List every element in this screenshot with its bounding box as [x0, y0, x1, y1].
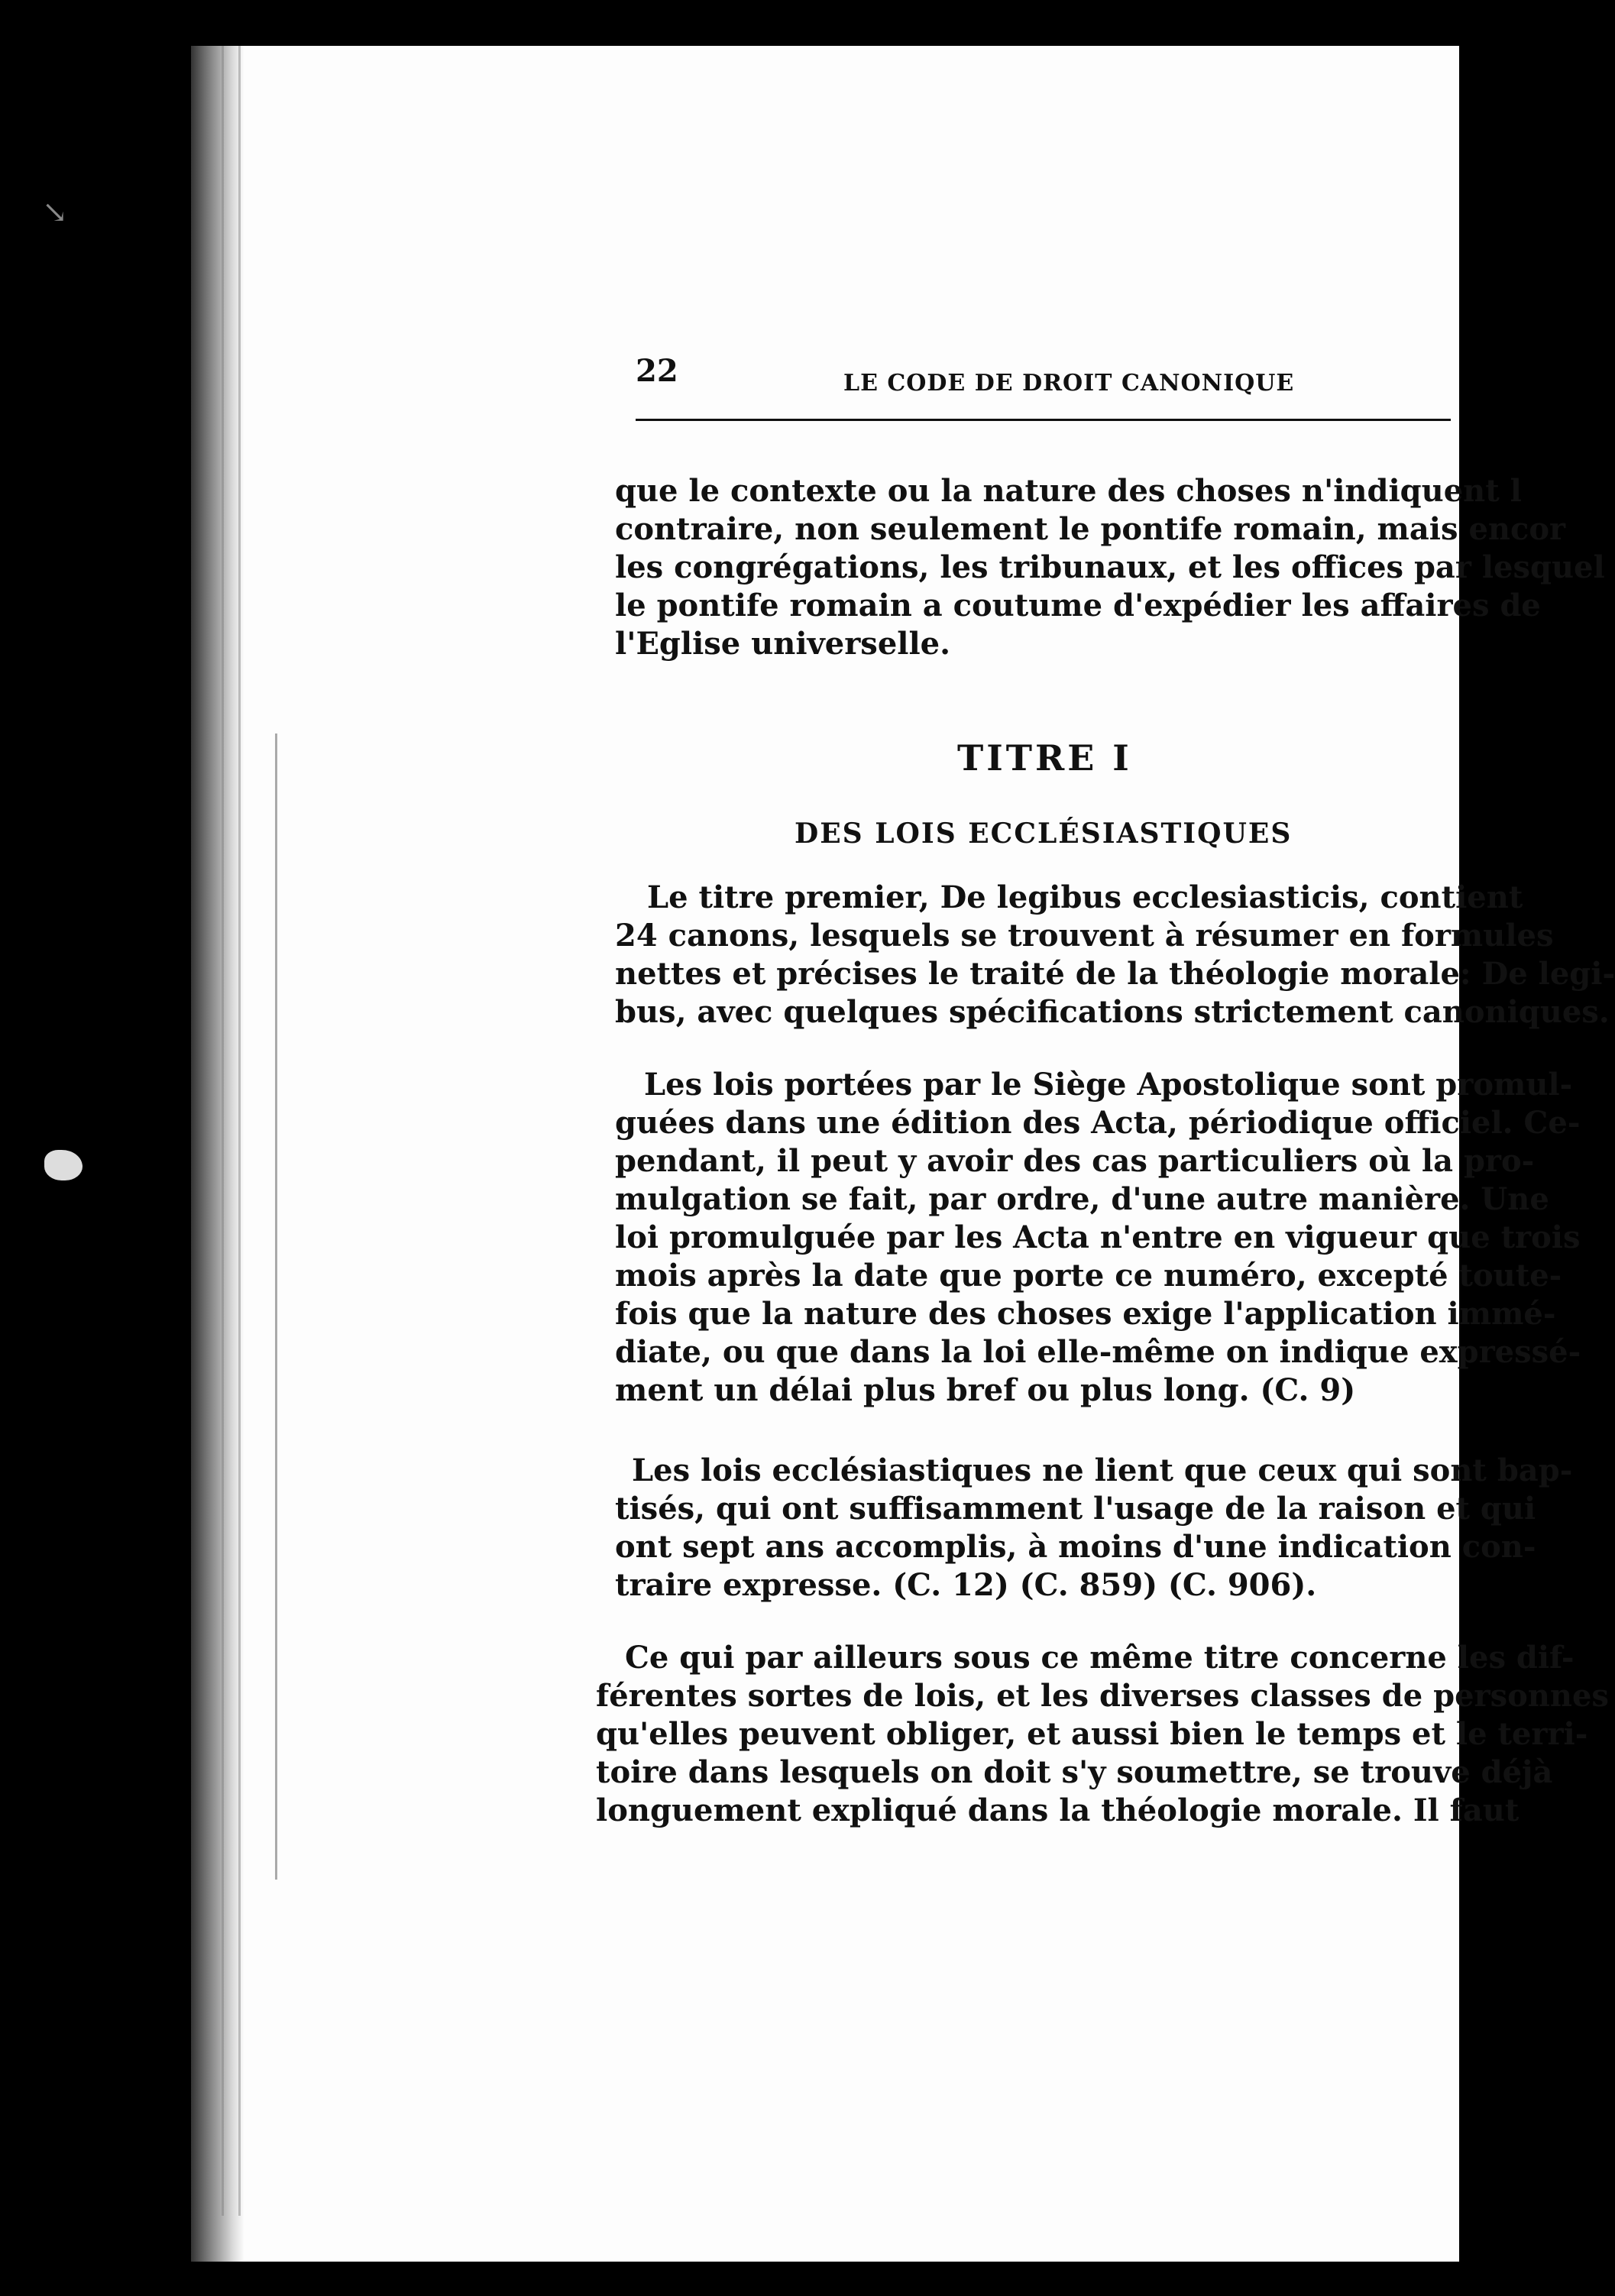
text-line: bus, avec quelques spécifications strictement canoniques. [615, 994, 1610, 1030]
gutter-line [275, 733, 277, 1880]
section-title: TITRE I [957, 737, 1132, 779]
text-line: traire expresse. (C. 12) (C. 859) (C. 906). [615, 1567, 1317, 1603]
text-line: qu'elles peuvent obliger, et aussi bien le temps et le terri- [596, 1716, 1588, 1752]
text-line: guées dans une édition des Acta, périodique officiel. Ce- [615, 1105, 1581, 1141]
text-line: Les lois portées par le Siège Apostolique sont promul- [644, 1067, 1573, 1103]
intro-paragraph [615, 472, 1605, 663]
page-number: 22 [636, 353, 678, 389]
gutter-line [222, 46, 224, 2216]
text-line: ont sept ans accomplis, à moins d'une indication con- [615, 1529, 1536, 1565]
text-line: mulgation se fait, par ordre, d'une autre manière. Une [615, 1181, 1549, 1217]
text-line: diate, ou que dans la loi elle-même on indique expressé- [615, 1334, 1581, 1370]
text-line: Ce qui par ailleurs sous ce même titre concerne les dif- [625, 1640, 1575, 1676]
paragraph-4 [596, 1639, 1609, 1830]
text-line: contraire, non seulement le pontife romain, mais encor [615, 511, 1566, 547]
text-line: le pontife romain a coutume d'expédier les affaires de [615, 588, 1541, 623]
text-line: nettes et précises le traité de la théologie morale: De legi- [615, 956, 1615, 992]
text-line: 24 canons, lesquels se trouvent à résumer en formules [615, 918, 1554, 954]
scan-blot [44, 1150, 83, 1180]
paragraph-3 [615, 1452, 1573, 1605]
text-line: fois que la nature des choses exige l'application immé- [615, 1296, 1556, 1332]
text-line: toire dans lesquels on doit s'y soumettre, se trouve déjà [596, 1754, 1553, 1790]
text-line: férentes sortes de lois, et les diverses classes de personnes [596, 1678, 1609, 1714]
text-line: les congrégations, les tribunaux, et les offices par lesquel [615, 549, 1605, 585]
text-line: que le contexte ou la nature des choses n'indiquent l [615, 473, 1522, 509]
spine-shadow [191, 46, 244, 2262]
text-line: tisés, qui ont suffisamment l'usage de la raison et qui [615, 1491, 1536, 1527]
text-line: ment un délai plus bref ou plus long. (C. 9) [615, 1372, 1356, 1408]
header-rule [636, 419, 1451, 421]
text-line: longuement expliqué dans la théologie morale. Il faut [596, 1792, 1520, 1828]
text-line: Le titre premier, De legibus ecclesiasticis, contient [647, 879, 1523, 915]
page-header [636, 353, 1445, 408]
section-subtitle: DES LOIS ECCLÉSIASTIQUES [795, 818, 1293, 850]
paragraph-2 [615, 1066, 1581, 1410]
paragraph-1 [615, 879, 1615, 1031]
running-head: LE CODE DE DROIT CANONIQUE [843, 370, 1295, 397]
scan-mark: ↘ [42, 195, 68, 230]
text-line: Les lois ecclésiastiques ne lient que ceux qui sont bap- [632, 1452, 1573, 1488]
text-line: l'Eglise universelle. [615, 626, 951, 662]
gutter-line [238, 46, 241, 2216]
text-line: mois après la date que porte ce numéro, excepté toute- [615, 1258, 1562, 1294]
text-line: loi promulguée par les Acta n'entre en vigueur que trois [615, 1219, 1581, 1255]
text-line: pendant, il peut y avoir des cas particuliers où la pro- [615, 1143, 1535, 1179]
